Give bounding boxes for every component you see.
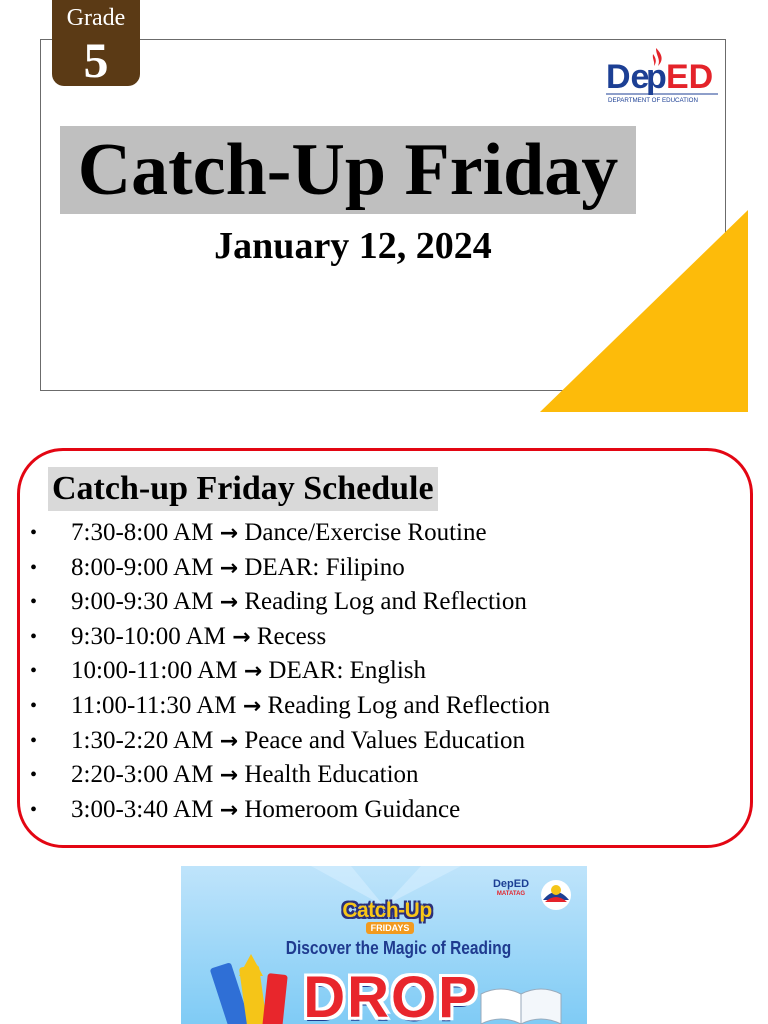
- schedule-time: 8:00-9:00 AM: [71, 553, 214, 581]
- bullet-icon: •: [30, 625, 38, 648]
- banner-deped-logo: [489, 878, 533, 898]
- bullet-icon: •: [30, 694, 38, 717]
- schedule-activity: Reading Log and Reflection: [244, 588, 527, 616]
- schedule-time: 10:00-11:00 AM: [71, 657, 238, 685]
- catch-up-logo-subtext: FRIDAYS: [366, 922, 414, 934]
- schedule-time: 7:30-8:00 AM: [71, 519, 214, 546]
- schedule-activity: Recess: [256, 622, 327, 650]
- schedule-time: 9:30-10:00 AM: [71, 622, 226, 650]
- schedule-item-text: [71, 758, 419, 794]
- schedule-activity: DEAR: English: [268, 657, 427, 685]
- right-arrow-icon: →: [219, 797, 239, 823]
- schedule-item-text: [71, 551, 405, 587]
- schedule-activity: Reading Log and Reflection: [267, 691, 551, 719]
- bullet-icon: •: [30, 660, 38, 683]
- schedule-heading: Catch-up Friday Schedule: [48, 467, 438, 511]
- schedule-time: 3:00-3:40 AM: [71, 795, 214, 823]
- schedule-item-text: [71, 516, 487, 552]
- bullet-icon: •: [30, 591, 38, 614]
- schedule-time: 1:30-2:20 AM: [71, 726, 214, 754]
- catch-up-logo-text: Catch-Up: [342, 899, 432, 922]
- deped-logo: [606, 44, 718, 106]
- right-arrow-icon: →: [219, 763, 239, 789]
- schedule-time: 11:00-11:30 AM: [71, 691, 237, 719]
- schedule-item-text: [71, 654, 426, 690]
- right-arrow-icon: →: [219, 521, 239, 546]
- grade-tab: [52, 0, 140, 86]
- right-arrow-icon: →: [219, 728, 239, 754]
- date-label: January 12, 2024: [214, 225, 492, 267]
- schedule-item-text: [71, 724, 525, 760]
- bullet-icon: •: [30, 729, 38, 752]
- bullet-icon: •: [30, 764, 38, 787]
- bullet-icon: •: [30, 522, 38, 544]
- schedule-activity: Health Education: [244, 761, 419, 789]
- right-arrow-icon: →: [232, 624, 251, 650]
- schedule-item-text: [71, 689, 550, 725]
- catch-up-banner-image: [181, 866, 587, 1024]
- svg-text:DEPARTMENT OF EDUCATION: DEPARTMENT OF EDUCATION: [608, 97, 698, 104]
- bagong-pilipinas-seal-icon: [539, 878, 573, 912]
- grade-label: Grade: [66, 5, 126, 31]
- schedule-item-text: [71, 620, 326, 656]
- banner-deped-text: DepED: [492, 878, 530, 890]
- schedule-activity: Dance/Exercise Routine: [244, 519, 487, 546]
- page-title: Catch-Up Friday: [60, 126, 636, 214]
- bullet-icon: •: [30, 798, 38, 821]
- schedule-item-text: [71, 585, 527, 621]
- schedule-activity: Homeroom Guidance: [244, 795, 461, 823]
- svg-text:p: p: [646, 58, 667, 96]
- schedule-activity: Peace and Values Education: [244, 726, 526, 754]
- grade-number: 5: [83, 32, 109, 88]
- banner-matatag-text: MATATAG: [496, 891, 526, 897]
- right-arrow-icon: →: [243, 659, 263, 685]
- bullet-icon: •: [30, 556, 38, 579]
- right-arrow-icon: →: [242, 693, 262, 719]
- right-arrow-icon: →: [219, 555, 239, 581]
- schedule-time: 9:00-9:30 AM: [71, 588, 214, 616]
- schedule-time: 2:20-3:00 AM: [71, 761, 214, 789]
- schedule-item-text: [71, 793, 460, 829]
- svg-text:ED: ED: [666, 58, 714, 96]
- schedule-activity: DEAR: Filipino: [244, 553, 405, 581]
- right-arrow-icon: →: [219, 590, 239, 616]
- banner-tagline: Discover the Magic of Reading: [285, 938, 512, 958]
- banner-drop-word: DROP: [303, 965, 479, 1024]
- deped-wordmark-dep: De: [606, 58, 650, 96]
